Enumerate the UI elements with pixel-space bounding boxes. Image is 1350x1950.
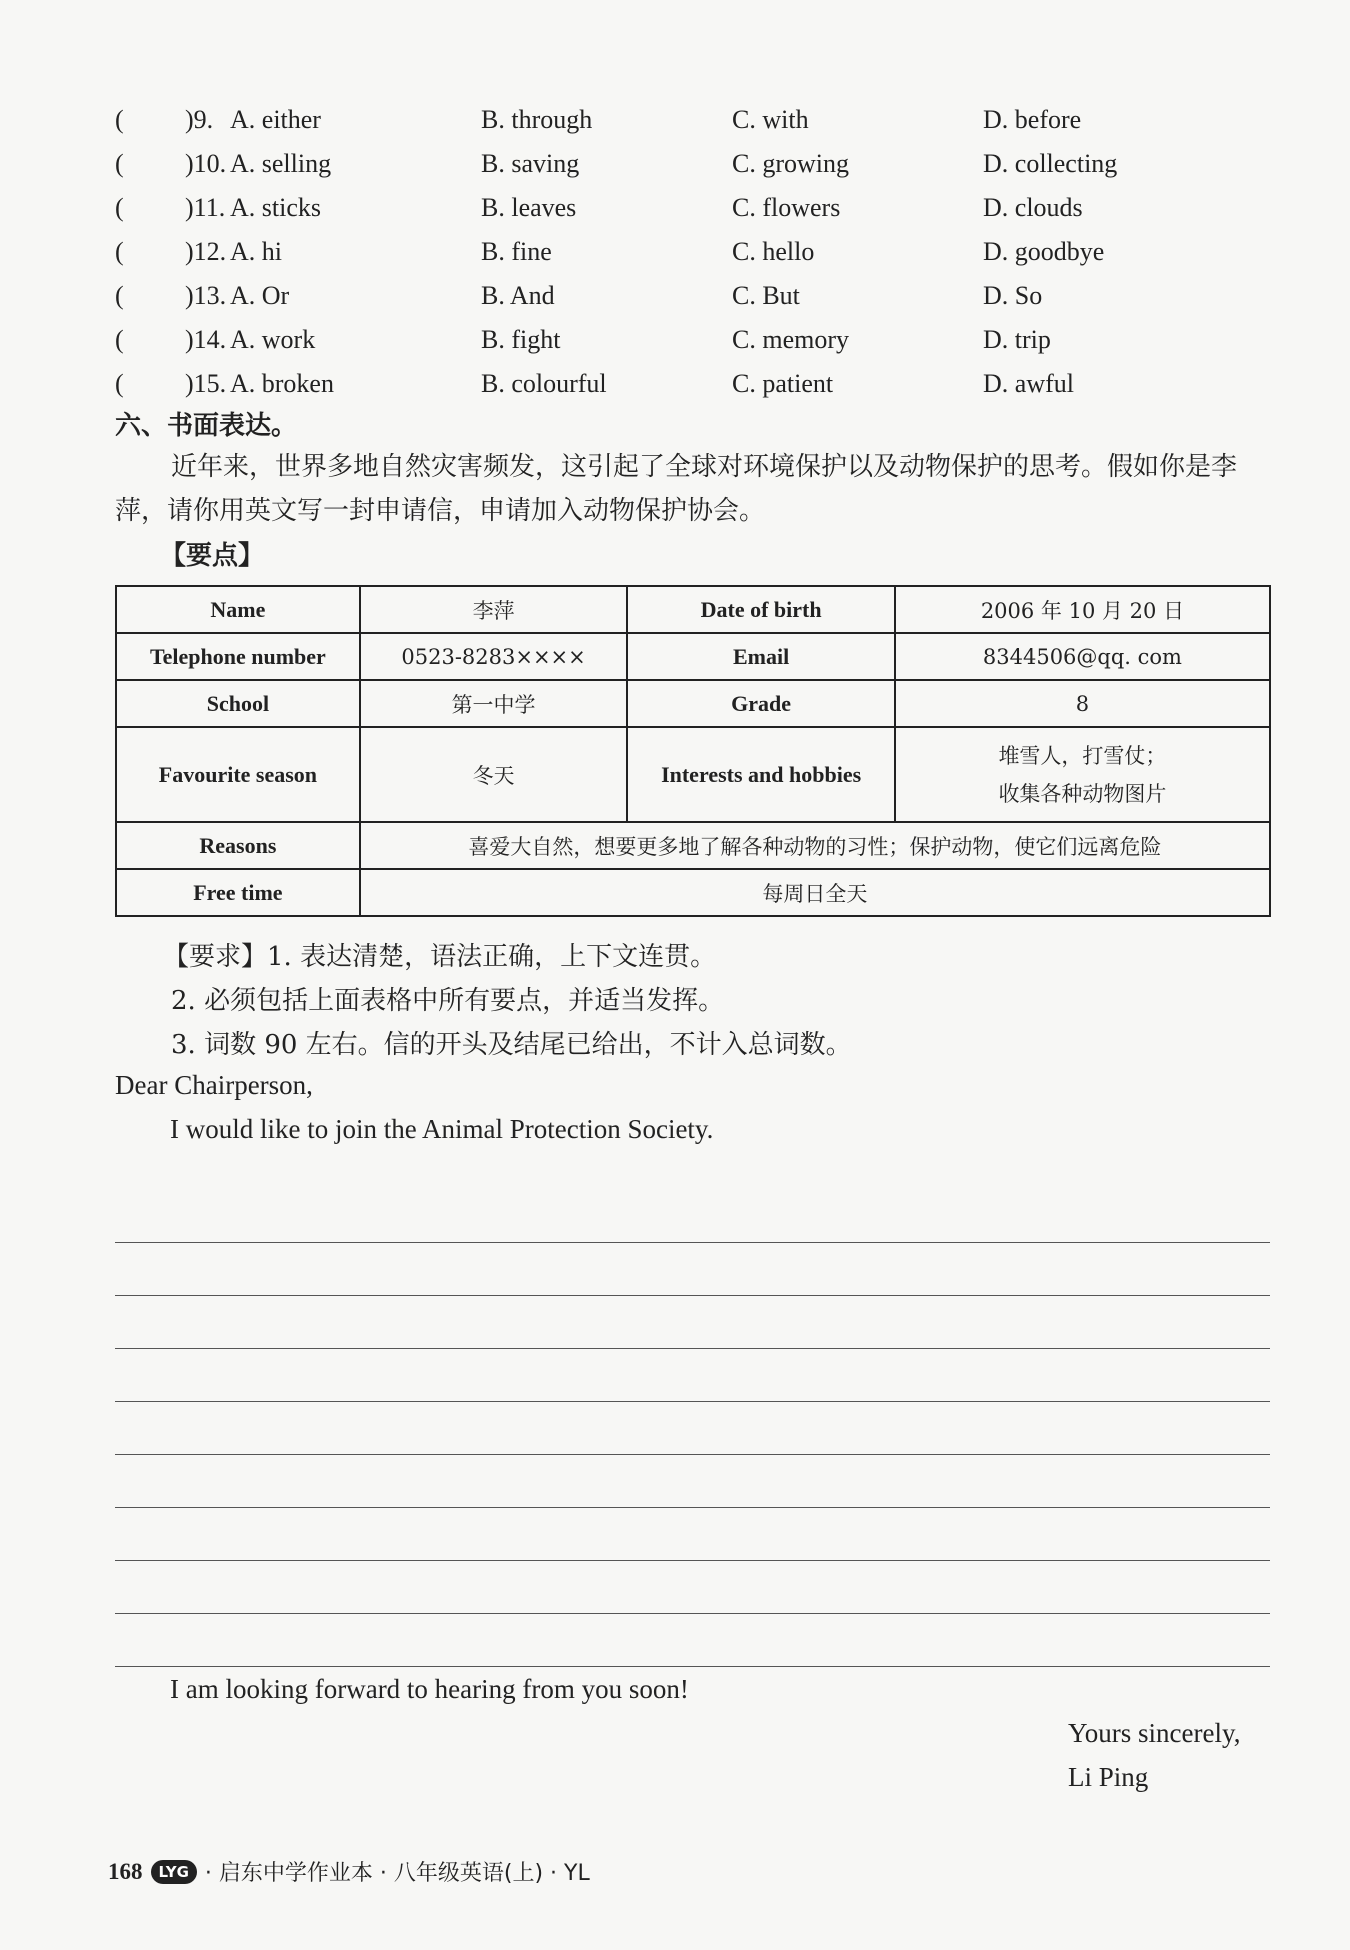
table-value-name: 李萍 [360,586,628,633]
table-key-name: Name [116,586,360,633]
question-row [115,362,1265,406]
writing-line[interactable] [115,1561,1270,1614]
points-label: 【要点】 [160,541,265,571]
letter-opening: I would like to join the Animal Protection Society. [170,1114,714,1144]
writing-prompt [115,445,1275,533]
table-key-email: Email [627,633,895,680]
option-c: C. memory [732,325,849,354]
table-key-school: School [116,680,360,727]
letter-sign-off: Yours sincerely, [1068,1718,1241,1748]
option-c: C. hello [732,237,815,266]
answer-bracket[interactable]: ( [115,105,124,134]
option-d: D. trip [983,325,1051,354]
table-row [116,869,1270,916]
writing-line[interactable] [115,1190,1270,1243]
option-d: D. collecting [983,149,1118,178]
question-row [115,230,1265,274]
option-d: D. So [983,281,1043,310]
writing-line[interactable] [115,1614,1270,1667]
option-b: B. And [481,281,555,310]
table-row [116,586,1270,633]
letter-signer: Li Ping [1068,1762,1149,1792]
table-row [116,680,1270,727]
letter-closing: I am looking forward to hearing from you soon! [170,1674,689,1704]
option-a: A. Or [230,281,290,310]
table-key-season: Favourite season [116,727,360,822]
book-title: · 启东中学作业本 · 八年级英语(上) · YL [204,1861,590,1886]
requirement-3: 3. 词数 90 左右。信的开头及结尾已给出，不计入总词数。 [171,1030,852,1060]
requirements [115,935,852,1067]
multiple-choice-list [115,98,1265,406]
requirement-2: 2. 必须包括上面表格中所有要点，并适当发挥。 [171,986,725,1016]
question-number: )11. [185,193,226,222]
page-number: 168 [108,1858,143,1884]
option-d: D. awful [983,369,1074,398]
answer-bracket[interactable]: ( [115,281,124,310]
question-number: )13. [185,281,227,310]
table-key-hobbies: Interests and hobbies [627,727,895,822]
question-number: )9. [185,105,214,134]
writing-line[interactable] [115,1508,1270,1561]
option-a: A. work [230,325,316,354]
question-number: )10. [185,149,227,178]
writing-line[interactable] [115,1455,1270,1508]
question-number: )12. [185,237,227,266]
question-number: )15. [185,369,227,398]
option-a: A. sticks [230,193,321,222]
table-value-telephone: 0523-8283×××× [360,633,628,680]
option-b: B. fight [481,325,561,354]
table-value-hobbies [895,727,1270,822]
info-table [115,585,1271,917]
option-b: B. colourful [481,369,607,398]
table-row [116,822,1270,869]
option-b: B. saving [481,149,580,178]
writing-line[interactable] [115,1349,1270,1402]
option-c: C. with [732,105,809,134]
hobbies-line-2: 收集各种动物图片 [998,781,1167,806]
table-key-free-time: Free time [116,869,360,916]
table-key-grade: Grade [627,680,895,727]
writing-line[interactable] [115,1402,1270,1455]
answer-bracket[interactable]: ( [115,325,124,354]
option-c: C. But [732,281,800,310]
question-row [115,142,1265,186]
table-value-reasons: 喜爱大自然，想要更多地了解各种动物的习性；保护动物，使它们远离危险 [360,822,1270,869]
option-b: B. fine [481,237,552,266]
question-row [115,318,1265,362]
option-d: D. clouds [983,193,1083,222]
table-value-season: 冬天 [360,727,628,822]
option-c: C. flowers [732,193,841,222]
option-c: C. patient [732,369,834,398]
option-d: D. before [983,105,1082,134]
table-row [116,633,1270,680]
table-key-dob: Date of birth [627,586,895,633]
question-row [115,274,1265,318]
option-a: A. broken [230,369,334,398]
option-a: A. selling [230,149,332,178]
hobbies-line-1: 堆雪人，打雪仗； [998,743,1167,768]
requirement-1: 【要求】1. 表达清楚，语法正确，上下文连贯。 [163,942,717,972]
option-b: B. leaves [481,193,577,222]
answer-bracket[interactable]: ( [115,193,124,222]
question-number: )14. [185,325,227,354]
writing-lines [115,1190,1270,1667]
page-footer [108,1856,590,1887]
table-value-free-time: 每周日全天 [360,869,1270,916]
question-row [115,186,1265,230]
publisher-logo: LYG [151,1860,197,1884]
prompt-text: 近年来，世界多地自然灾害频发，这引起了全球对环境保护以及动物保护的思考。假如你是李萍，请你用英文写一封申请信，申请加入动物保护协会。 [115,452,1238,526]
option-b: B. through [481,105,593,134]
letter-salutation: Dear Chairperson, [115,1070,313,1100]
question-row [115,98,1265,142]
section-title: 六、书面表达。 [115,411,298,441]
table-value-dob: 2006 年 10 月 20 日 [895,586,1270,633]
table-value-email: 8344506@qq. com [895,633,1270,680]
writing-line[interactable] [115,1296,1270,1349]
table-key-telephone: Telephone number [116,633,360,680]
option-c: C. growing [732,149,849,178]
option-d: D. goodbye [983,237,1105,266]
writing-line[interactable] [115,1243,1270,1296]
answer-bracket[interactable]: ( [115,369,124,398]
table-row [116,727,1270,822]
answer-bracket[interactable]: ( [115,237,124,266]
table-value-school: 第一中学 [360,680,628,727]
answer-bracket[interactable]: ( [115,149,124,178]
table-value-grade: 8 [895,680,1270,727]
table-key-reasons: Reasons [116,822,360,869]
option-a: A. either [230,105,321,134]
option-a: A. hi [230,237,282,266]
